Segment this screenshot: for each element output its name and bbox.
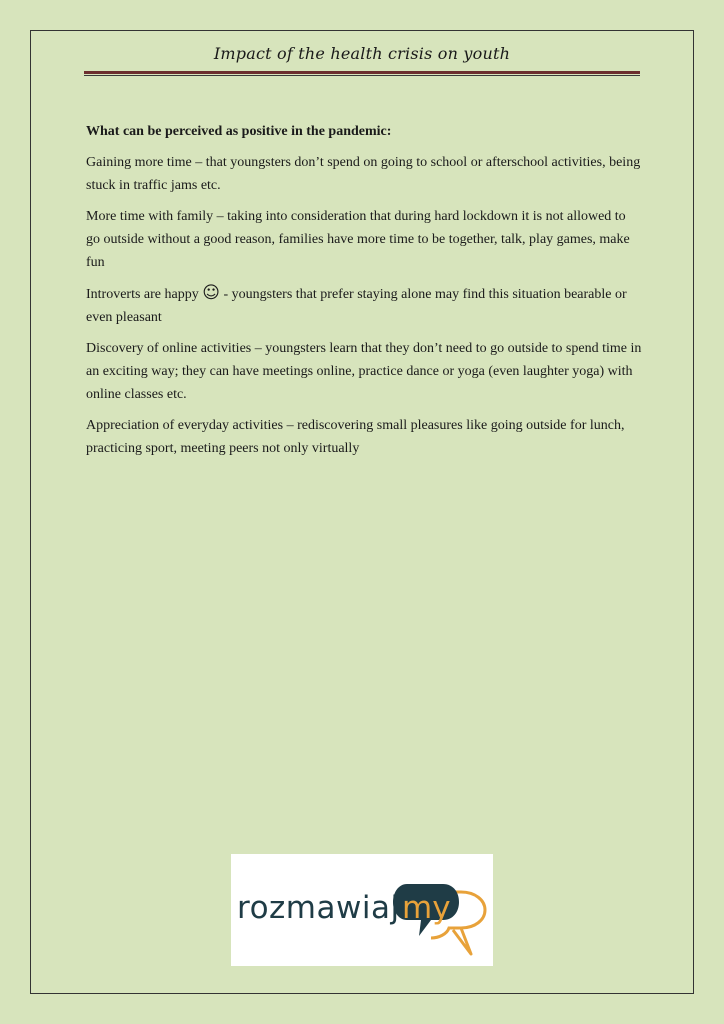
section-heading: What can be perceived as positive in the pandemic: — [86, 124, 392, 139]
paragraph-online-activities: Discovery of online activities – youngsters learn that they don’t need to go outside to spend time in an exciting way; they can have meetings online, practice dance or yoga (even laughter yoga) with online classes etc. — [86, 341, 642, 402]
rozmawiajmy-logo — [231, 854, 493, 966]
header-title: Impact of the health crisis on youth — [213, 44, 511, 63]
document-body — [86, 120, 642, 468]
paragraph-everyday-activities: Appreciation of everyday activities – rediscovering small pleasures like going outside for lunch, practicing sport, meeting peers not only virtually — [86, 418, 625, 456]
paragraph-gaining-time: Gaining more time – that youngsters don’t spend on going to school or afterschool activities, being stuck in traffic jams etc. — [86, 155, 641, 193]
introverts-text-end: - youngsters that prefer staying alone may find this situation bearable or even pleasant — [86, 287, 627, 325]
header-divider — [84, 71, 640, 76]
logo-wordmark-accent: my — [402, 890, 451, 926]
smiley-icon: ☺ — [202, 283, 220, 303]
paragraph-family-time: More time with family – taking into consideration that during hard lockdown it is not allowed to go outside without a good reason, families have more time to be together, talk, play games, make fun — [86, 209, 630, 270]
paragraph-introverts — [86, 282, 642, 329]
introverts-text-start: Introverts are happy — [86, 287, 203, 302]
logo-wordmark: rozmawiaj — [237, 890, 400, 926]
